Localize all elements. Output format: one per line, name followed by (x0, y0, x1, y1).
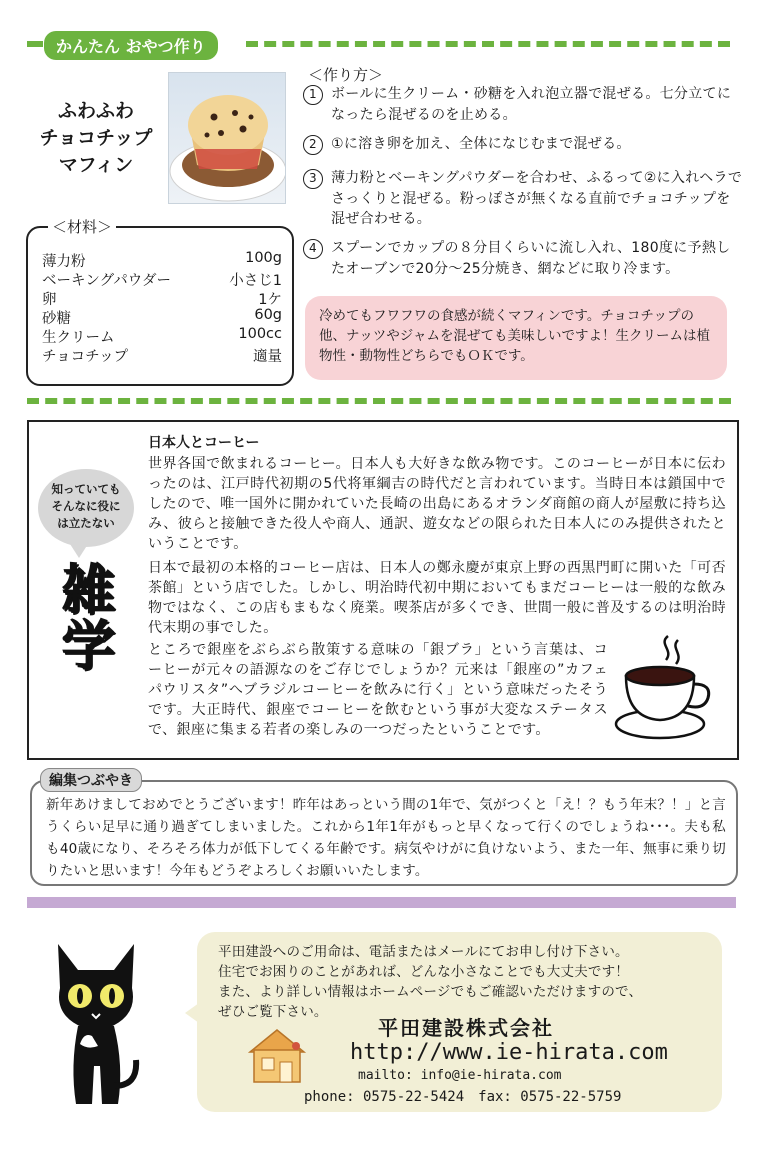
ingredient-name: ベーキングパウダー (42, 273, 172, 289)
murmur-title: 編集つぶやき (40, 768, 142, 792)
bubble-line: は立たない (57, 516, 115, 530)
ingredient-name: 生クリーム (42, 330, 115, 346)
top-divider-right (246, 41, 730, 47)
trivia-bubble (38, 469, 134, 547)
company-name: 平田建設株式会社 (378, 1016, 554, 1040)
house-logo-icon (246, 1026, 308, 1084)
recipe-title (26, 98, 166, 179)
recipe-title-line: ふわふわ (57, 100, 134, 122)
step-text: ボールに生クリーム・砂糖を入れ泡立器で混ぜる。七分立てになったら混ぜるのを止める。 (331, 86, 732, 123)
murmur-text: 新年あけましておめでとうございます！昨年はあっという間の1年で、気がつくと「え！？もう年末？！」と言うくらい足早に通り過ぎてしまいました。これから1年1年がもっと早くなって行くのでしょうね･･･。夫も私も40歳になり、そろそろ体力が低下してくる年齢です。病気やけがに負けないよう、また一年、無事に乗り切りたいと思います！今年もどうぞよろしくお願いいたします。 (46, 797, 726, 879)
steps-title: ＜作り方＞ (308, 66, 384, 84)
recipe-note: 冷めてもフワフワの食感が続くマフィンです。チョコチップの他、ナッツやジャムを混ぜても美味しいですよ！生クリームは植物性・動物性どちらでもＯＫです。 (305, 296, 727, 380)
muffin-photo (168, 72, 286, 204)
ingredients-box (26, 226, 294, 386)
recipe-step (303, 84, 743, 125)
trivia-paragraph: ところで銀座をぶらぶら散策する意味の「銀ブラ」という言葉は、コーヒーが元々の語源なのをご存じでしょうか？元来は「銀座の”カフェ パウリスタ”へブラジルコーヒーを飲みに行く」という意味だったそうです。大正時代、銀座でコーヒーを飲むという事が大変なステータスで、銀座に集まる若者の楽しみの一つだったということです。 (148, 642, 608, 738)
step-text: スプーンでカップの８分目くらいに流し入れ、180度に予熱したオーブンで20分～25分焼き、網などに取り冷ます。 (331, 240, 731, 277)
recipe-title-line: チョコチップ (39, 127, 153, 149)
middle-divider (27, 398, 731, 404)
coffee-cup-icon (612, 632, 716, 742)
contact-tail (185, 1003, 199, 1023)
trivia-paragraph: 世界各国で飲まれるコーヒー。日本人も大好きな飲み物です。このコーヒーが日本に伝わったのは、江戸時代初期の5代将軍綱吉の時代だと言われています。当時日本は鎖国中でしたので、唯一国外に開かれていた長崎の出島にあるオランダ商館の商人が屋敷に持ち込み、彼らと接触できた役人や商人、通訳、遊女などの限られた日本人にのみ提供されたということです。 (148, 456, 726, 552)
recipe-step (303, 238, 743, 279)
ingredient-amount: 小さじ1 (229, 273, 282, 289)
step-number: 4 (303, 239, 323, 259)
top-divider (27, 41, 43, 47)
trivia-paragraph: 日本で最初の本格的コーヒー店は、日本人の鄭永慶が東京上野の西黒門町に開いた「可否茶館」という店でした。しかし、明治時代初中期においてもまだコーヒーは一般的な飲み物ではなく、この店もまもなく廃業。喫茶店が多くでき、世間一般に普及するのは明治時代末期の事でした。 (148, 560, 726, 636)
ingredient-name: チョコチップ (42, 349, 129, 365)
website-link[interactable]: http://www.ie-hirata.com (350, 1040, 668, 1065)
recipe-title-line: マフィン (58, 154, 134, 176)
contact-message (218, 942, 708, 1022)
ingredients-title: ＜材料＞ (48, 216, 116, 237)
step-number: 2 (303, 135, 323, 155)
ingredient-amount: 60g (254, 307, 282, 323)
trivia-badge: 雑学 (61, 558, 115, 677)
recipe-step (303, 134, 743, 155)
step-number: 1 (303, 85, 323, 105)
trivia-title: 日本人とコーヒー (148, 435, 260, 451)
contact-line: 住宅でお困りのことがあれば、どんな小さなことでも大丈夫です！ (218, 964, 629, 980)
ingredient-name: 砂糖 (42, 311, 71, 327)
ingredient-amount: 1ケ (258, 292, 282, 308)
bubble-tail (70, 544, 88, 558)
contact-line: また、より詳しい情報はホームページでもご確認いただけますので、 (218, 984, 643, 1000)
purple-divider (27, 897, 736, 908)
recipe-step (303, 168, 743, 229)
step-text: ①に溶き卵を加え、全体になじむまで混ぜる。 (331, 136, 631, 152)
contact-line: 平田建設へのご用命は、電話またはメールにてお申し付け下さい。 (218, 944, 629, 960)
ingredient-name: 薄力粉 (42, 254, 86, 270)
ingredient-amount: 100cc (238, 326, 282, 342)
ingredient-amount: 適量 (253, 349, 282, 365)
ingredient-name: 卵 (42, 292, 57, 308)
bubble-line: 知っていても (51, 482, 121, 496)
step-number: 3 (303, 169, 323, 189)
contact-line: ぜひご覧下さい。 (218, 1004, 328, 1020)
black-cat-icon (48, 936, 144, 1112)
phone-fax: phone: 0575-22-5424 fax: 0575-22-5759 (304, 1089, 622, 1105)
email-link[interactable]: mailto: info@ie-hirata.com (358, 1068, 562, 1083)
ingredient-amount: 100g (245, 250, 282, 266)
bubble-line: そんなに役に (51, 499, 121, 513)
recipe-header: かんたん おやつ作り (44, 31, 218, 60)
step-text: 薄力粉とベーキングパウダーを合わせ、ふるって②に入れヘラでさっくりと混ぜる。粉っぽさが無くなる直前でチョコチップを混ぜ合わせる。 (331, 170, 743, 227)
